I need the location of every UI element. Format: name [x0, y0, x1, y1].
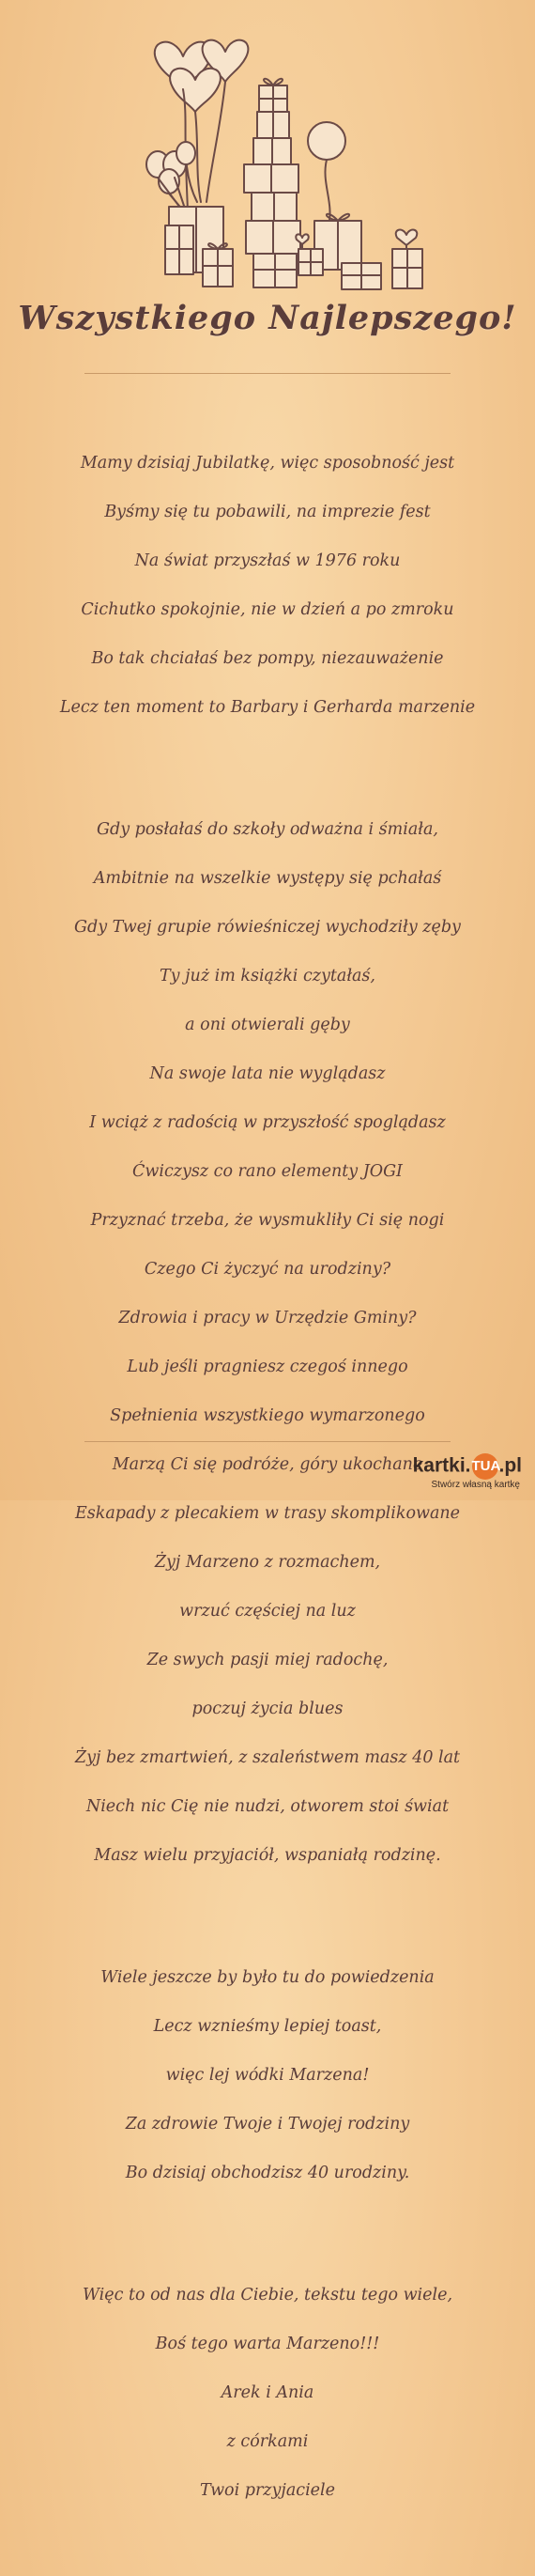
poem-line: Lub jeśli pragniesz czegoś innego: [127, 1358, 408, 1376]
poem-line: Masz wielu przyjaciół, wspaniałą rodzinę.: [94, 1846, 441, 1865]
poem-line: Bo dzisiaj obchodzisz 40 urodziny.: [125, 2164, 410, 2182]
poem-line: I wciąż z radością w przyszłość spoglądasz: [89, 1113, 446, 1132]
poem-line: Żyj bez zmartwień, z szaleństwem masz 40 lat: [74, 1748, 461, 1767]
poem-line: Za zdrowie Twoje i Twojej rodziny: [125, 2115, 410, 2134]
poem-line: Ćwiczysz co rano elementy JOGI: [132, 1162, 403, 1181]
poem-stanza: [0, 427, 535, 744]
poem-line: więc lej wódki Marzena!: [165, 2066, 370, 2085]
poem-line: Więc to od nas dla Ciebie, tekstu tego wiele,: [82, 2286, 453, 2304]
poem-line: Lecz wznieśmy lepiej toast,: [153, 2017, 382, 2036]
poem-line: poczuj życia blues: [191, 1699, 344, 1718]
poem-line: Ty już im książki czytałaś,: [160, 967, 375, 985]
greeting-title: Wszystkiego Najlepszego!: [18, 299, 517, 337]
poem-line: Gdy Twej grupie rówieśniczej wychodziły zęby: [74, 918, 461, 937]
kartki-logo[interactable]: [409, 1453, 522, 1493]
poem-line: Przyznać trzeba, że wysmukliły Ci się nogi: [90, 1211, 445, 1230]
poem-line: wrzuć częściej na luz: [179, 1602, 356, 1621]
poem-line: z córkami: [226, 2432, 309, 2451]
poem-stanza: [0, 2258, 535, 2527]
poem-line: Spełnienia wszystkiego wymarzonego: [110, 1406, 425, 1425]
top-divider: [84, 373, 451, 374]
poem-line: Marzą Ci się podróże, góry ukochane: [112, 1455, 423, 1474]
poem-line: Na swoje lata nie wyglądasz: [149, 1064, 386, 1083]
logo-text: [413, 1453, 522, 1480]
poem-stanza: [0, 1941, 535, 2210]
poem-line: Byśmy się tu pobawili, na imprezie fest: [104, 503, 431, 521]
poem-stanza: [0, 793, 535, 1892]
logo-text-before: kartki.: [412, 1454, 471, 1477]
logo-text-after: .pl: [498, 1454, 522, 1477]
poem-line: Gdy posłałaś do szkoły odważna i śmiała,: [97, 820, 438, 839]
poem-line: a oni otwierali gęby: [185, 1016, 350, 1034]
poem-line: Arek i Ania: [221, 2383, 314, 2402]
poem-line: Twoi przyjaciele: [200, 2481, 335, 2500]
poem-line: Wiele jeszcze by było tu do powiedzenia: [100, 1968, 435, 1987]
bottom-divider: [84, 1441, 451, 1442]
poem-line: Żyj Marzeno z rozmachem,: [154, 1553, 381, 1572]
logo-tagline: Stwórz własną kartkę: [431, 1480, 520, 1490]
poem-line: Ambitnie na wszelkie występy się pchałaś: [93, 869, 442, 888]
poem-line: Bo tak chciałaś bez pompy, niezauważenie: [91, 649, 444, 668]
poem-line: Boś tego warta Marzeno!!!: [155, 2335, 380, 2353]
poem-line: Niech nic Cię nie nudzi, otworem stoi świat: [85, 1797, 450, 1816]
poem-line: Eskapady z plecakiem w trasy skomplikowane: [74, 1504, 461, 1523]
poem-line: Ze swych pasji miej radochę,: [146, 1651, 389, 1669]
poem-line: Czego Ci życzyć na urodziny?: [144, 1260, 391, 1279]
balloons-and-gifts-icon: [141, 23, 441, 296]
poem-line: Mamy dzisiaj Jubilatkę, więc sposobność jest: [80, 454, 455, 473]
poem-line: Na świat przyszłaś w 1976 roku: [134, 551, 401, 570]
logo-badge: TUA: [472, 1453, 498, 1480]
poem-line: Cichutko spokojnie, nie w dzień a po zmroku: [81, 600, 454, 619]
poem-line: Lecz ten moment to Barbary i Gerharda marzenie: [59, 698, 476, 717]
poem-line: Zdrowia i pracy w Urzędzie Gminy?: [118, 1309, 417, 1327]
